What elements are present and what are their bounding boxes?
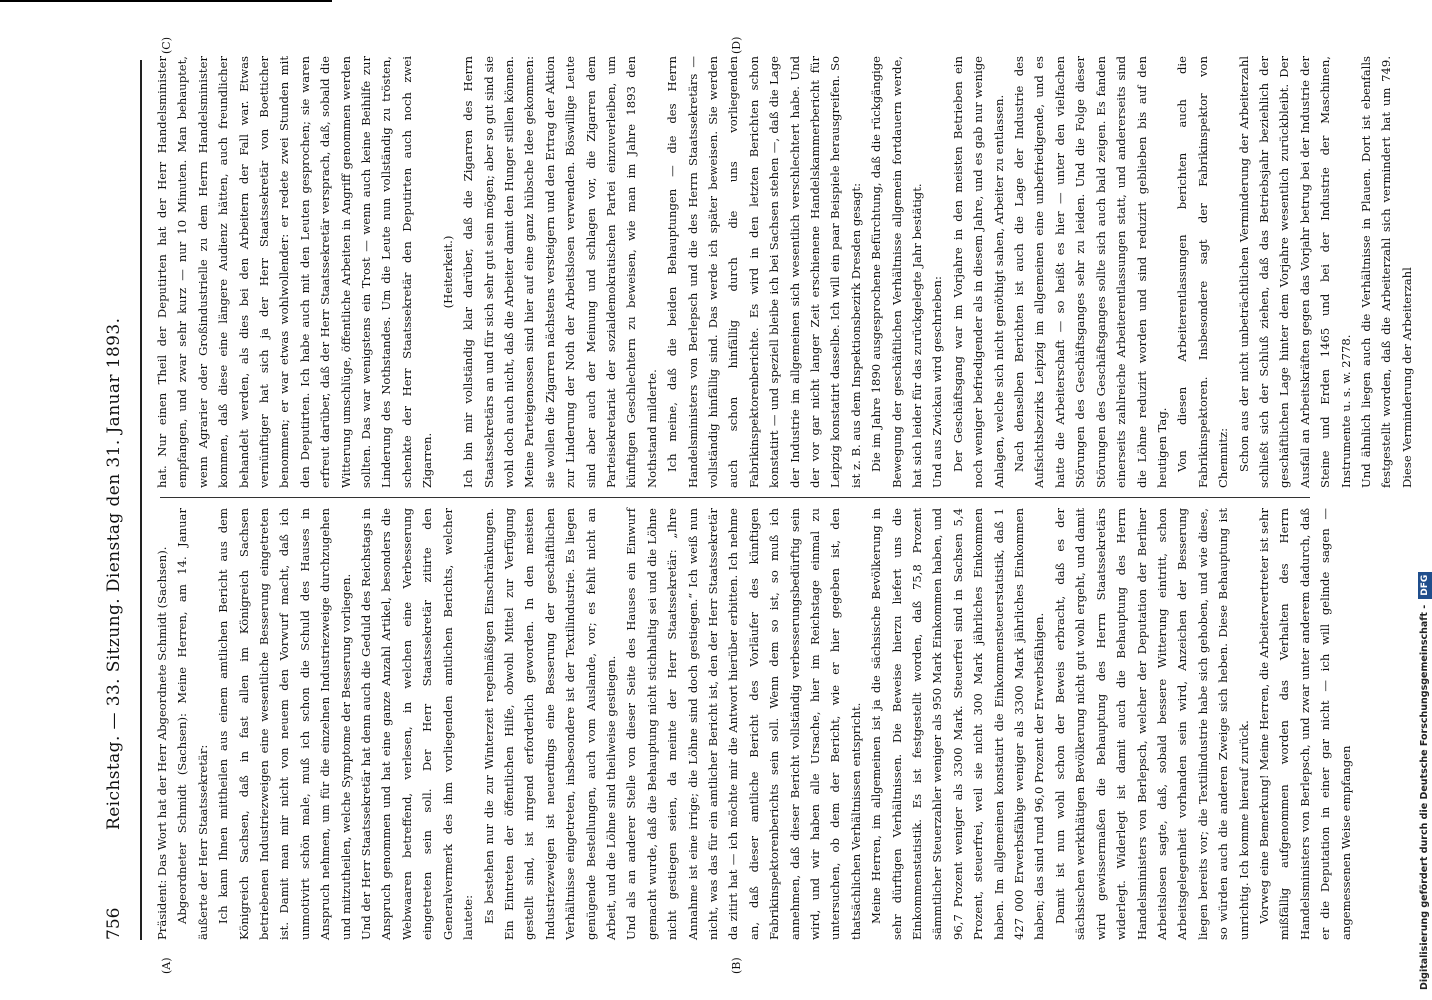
dfg-logo: DFG [1418, 572, 1432, 599]
paragraph: Und ähnlich liegen auch die Verhältnisse in Plauen. Dort ist ebenfalls festgestellt worden, daß die Arbeiterzahl sich vermindert hat um 749. Diese Verminderung der Arbeiterzahl [1358, 56, 1414, 488]
paragraph: Und der Herr Staatssekretär hat denn auch die Geduld des Reichstags in Anspruch genommen und hat eine ganze Anzahl Artikel, besonders die Webwaaren betreffend, verlesen, in welchen eine Verbesserung eingetreten sein soll. Der Herr Staatssekretär zitirte den Generalvermerk des ihm vorliegenden amtlichen Berichts, welcher lautete: [359, 508, 476, 940]
left-column [152, 508, 1353, 940]
page-number: 756 [104, 907, 124, 940]
paragraph: hat. Nur einen Theil der Deputirten hat der Herr Handelsminister empfangen, und zwar sehr kurz — nur 10 Minuten. Man behauptet, wenn Agrarier oder Großindustrielle zu dem Herrn Handelsminister kommen, daß diese eine längere Audienz hätten, auch freundlicher behandelt werden, als dies bei den Arbeitern der Fall war. Etwas vernünftiger hat sich ja der Herr Staatssekretär von Boetticher benommen; er war etwas wohlwollender: er redete zwei Stunden mit den Deputirten. Ich habe auch mit den Leuten gesprochen; sie waren erfreut darüber, daß der Herr Staatssekretär versprach, daß, sobald die Witterung umschlüge, öffentliche Arbeiten in Angriff genommen werden sollten. Das war wenigstens ein Trost — wenn auch keine Beihilfe zur Linderung des Nothstandes. Um die Leute nun vollständig zu trösten, schenkte der Herr Staatssekretär den Deputirten auch noch zwei Zigarren. [155, 56, 435, 488]
paragraph: Es bestehen nur die zur Winterzeit regelmäßigen Einschränkungen. Ein Eintreten der öffentlichen Hilfe, obwohl Mittel zur Verfügung gestellt sind, ist nirgend erforderlich geworden. In den meisten Industriezweigen ist neuerdings eine Besserung der geschäftlichen Verhältnisse eingetreten, insbesondere ist der Textilindustrie. Es liegen genügende Bestellungen, auch vom Auslande, vor; es fehlt nicht an Arbeit, und die Löhne sind theilweise gestiegen. [481, 508, 618, 940]
paragraph: Von diesen Arbeiterentlassungen berichten auch die Fabrikinspektoren. Insbesondere sagt der Fabrikinspektor von Chemnitz: [1175, 56, 1231, 488]
paragraph: Die im Jahre 1890 ausgesprochene Befürchtung, daß die rückgängige Bewegung der geschäftlichen Verhältnisse allgemein fortdauern werde, hat sich leider für das zurückgelegte Jahr bestätigt. [869, 56, 925, 488]
margin-marker-b: (B) [730, 957, 743, 974]
paragraph: Vorweg eine Bemerkung! Meine Herren, die Arbeitervertreter ist sehr mißfällig aufgenommen worden das Verhalten des Herrn Handelsministers von Berlepsch, und zwar unter anderem dadurch, daß er die Deputation in einer gar nicht — ich will gelinde sagen — angemessenen Weise empfangen [1256, 508, 1353, 940]
margin-marker-c: (C) [160, 37, 173, 54]
paragraph: Damit ist nun wohl schon der Beweis erbracht, daß es der sächsischen werkthätigen Bevölkerung nicht gut wohl ergeht, und damit wird gewissermaßen die Behauptung des Herrn Staatssekretärs widerlegt. Widerlegt ist damit auch die Behauptung des Herrn Handelsministers von Berlepsch, welcher der Deputation der Berliner Arbeitslosen sagte, daß, sobald bessere Witterung eintritt, schon Arbeitsgelegenheit vorhanden sein wird, Anzeichen der Besserung liegen bereits vor; die Textilindustrie habe sich gehoben, und wie diese, so würden auch die anderen Zweige sich heben. Diese Behauptung ist unrichtig. Ich komme hierauf zurück. [1052, 508, 1251, 940]
rotated-page [100, 36, 1414, 974]
paragraph: Ich kann Ihnen mittheilen aus einem amtlichen Bericht aus dem Königreich Sachsen, daß in fast allen im Königreich Sachsen betriebenen Industriezweigen eine wesentliche Besserung eingetreten ist. Damit man mir nicht von neuem den Vorwurf macht, daß ich unmotivirt schön male, muß ich schon die Schuld des Hauses in Anspruch nehmen, um für die einzelnen Industriezweige durchzugehen und mitzutheilen, welche Symptome der Besserung vorliegen. [216, 508, 353, 940]
page-header [100, 60, 140, 940]
margin-marker-a: (A) [160, 957, 173, 974]
paragraph: Ich meine, daß die beiden Behauptungen — die des Herrn Handelsministers von Berlepsch und die des Herrn Staatssekretärs — vollständig hinfällig sind. Das werde ich später beweisen. Sie werden auch schon hinfällig durch die uns vorliegenden Fabrikinspektorenberichte. Es wird in den letzten Berichten schon konstatirt — und speziell bleibe ich bei Sachsen stehen —, daß die Lage der Industrie im allgemeinen sich wesentlich verschlechtert habe. Und der vor gar nicht langer Zeit erschienene Handelskammerbericht für Leipzig konstatirt dasselbe. Ich will ein paar Beispiele herausgreifen. So ist z. B. aus dem Inspektionsbezirk Dresden gesagt: [665, 56, 863, 488]
digitization-note: Digitalisierung gefördert durch die Deutsche Forschungsgemeinschaft - [1419, 604, 1430, 990]
top-edge-rule [0, 0, 332, 2]
margin-marker-d: (D) [730, 36, 743, 54]
paragraph: Abgeordneter Schmidt (Sachsen): Meine Herren, am 14. Januar äußerte der Herr Staatssekretär: [175, 508, 210, 940]
paragraph: Der Geschäftsgang war im Vorjahre in den meisten Betrieben ein noch weniger befriedigender als in diesem Jahre, und es gab nur wenige Anlagen, welche sich nicht genöthigt sahen, Arbeiter zu entlassen. [950, 56, 1006, 488]
paragraph: Und aus Zwickau wird geschrieben: [930, 276, 945, 488]
paragraph: Nach denselben Berichten ist auch die Lage der Industrie des Aufsichtsbezirks Leipzig im allgemeinen eine unbefriedigende, und es hatte die Arbeiterschaft — so heißt es hier — unter den vielfachen Störungen des Geschäftsganges sehr zu leiden. Und die Folge dieser Störungen des Geschäftsganges sollte sich auch bald zeigen. Es fanden einerseits zahlreiche Arbeiterentlassungen statt, und andererseits sind die Löhne reduzirt worden und sind reduzirt geblieben bis auf den heutigen Tag. [1012, 56, 1169, 488]
paragraph: (Heiterkeit.) [440, 235, 455, 309]
paragraph: Ich bin mir vollständig klar darüber, daß die Zigarren des Herrn Staatssekretärs an und für sich sehr gut sein mögen; aber so gut sind sie wohl doch auch nicht, daß die Arbeiter damit den Hunger stillen können. Meine Parteigenossen sind hier auf eine ganz hübsche Idee gekommen: sie wollen die Zigarren nächstens versteigern und den Ertrag der Aktion zur Linderung der Noth der Arbeitslosen verwenden. Böswillige Leute sind aber auch der Meinung und schlagen vor, die Zigarren dem Parteisekretariat der sozialdemokratischen Partei einzuverleiben, um künftigen Geschlechtern zu beweisen, wie man im Jahre 1893 den Nothstand milderte. [461, 56, 659, 488]
right-column [152, 56, 1414, 488]
header-rule [140, 60, 142, 940]
paragraph: Schon aus der nicht unbeträchtlichen Verminderung der Arbeiterzahl schließt sich der Schluß ziehen, daß das Betriebsjahr beziehlich der geschäftlichen Lage hinter dem Vorjahre wesentlich zurückbleibt. Der Ausfall an Arbeitskräften gegen das Vorjahr betrug bei der Industrie der Steine und Erden 1465 und bei der Industrie der Maschinen, Instrumente u. s. w. 2778. [1236, 56, 1353, 488]
running-title: Reichstag. — 33. Sitzung. Dienstag den 31. Januar 1893. [104, 317, 124, 830]
paragraph: Meine Herren, im allgemeinen ist ja die sächsische Bevölkerung in sehr dürftigen Verhältnissen. Die Beweise hierzu liefert uns die Einkommenstatistik. Es ist festgestellt worden, daß 75,8 Prozent sämmtlicher Steuerzahler weniger als 950 Mark Einkommen haben, und 96,7 Prozent weniger als 3300 Mark. Steuerfrei sind in Sachsen 5,4 Prozent, steuerfrei, weil sie nicht 300 Mark jährliches Einkommen haben. Im allgemeinen konstatirt die Einkommensteuerstatistik, daß 1 427 000 Erwerbsfähige weniger als 3300 Mark jährliches Einkommen haben; das sind rund 96,0 Prozent der Erwerbsfähigen. [869, 508, 1047, 940]
column-divider [160, 497, 1310, 498]
paragraph: Präsident: Das Wort hat der Herr Abgeordnete Schmidt (Sachsen). [155, 546, 169, 940]
paragraph: Und als an anderer Stelle von dieser Seite des Hauses ein Einwurf gemacht wurde, daß die Behauptung nicht stichhaltig sei und die Löhne nicht gestiegen seien, da meinte der Herr Staatssekretär: „Ihre Annahme ist eine irrige; die Löhne sind doch gestiegen.“ Ich weiß nun nicht, was das für ein amtlicher Bericht ist, den der Herr Staatssekretär da zitirt hat — ich möchte mir die Antwort hierüber erbitten. Ich nehme an, daß dieser amtliche Bericht des Vorläufer des künftigen Fabrikinspektorenberichts sein soll. Wenn dem so ist, so muß ich annehmen, daß dieser Bericht vollständig verbesserungsbedürftig sein wird, und wir haben alle Ursache, hier im Reichstage einmal zu untersuchen, ob dem der Bericht, wie er hier gegeben ist, den thatsächlichen Verhältnissen entspricht. [624, 508, 863, 940]
digitization-credit [1418, 572, 1432, 990]
